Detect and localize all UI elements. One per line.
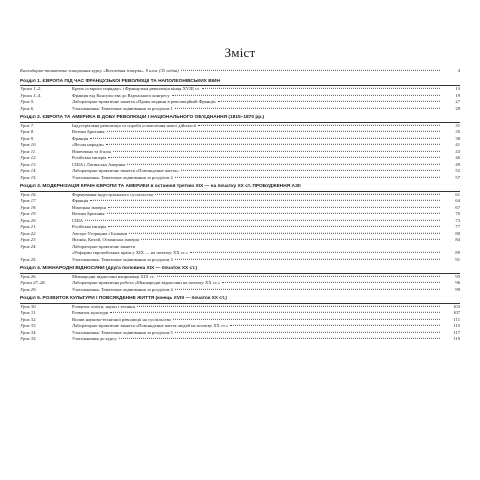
dot-leader — [137, 305, 440, 306]
toc-entry[interactable] — [20, 287, 460, 294]
lesson-title: США і Латинська Америка — [72, 161, 126, 167]
lesson-title: Японія, Китай, Османська імперія — [72, 237, 139, 242]
page-number: 84 — [455, 237, 460, 242]
lesson-title: Вплив науково-технічної революції на суспільство — [72, 316, 172, 322]
lesson-number: Урок 7. — [20, 122, 35, 128]
lesson-title: Узагальнення. Тематичне оцінювання за розділом 1 — [72, 105, 173, 111]
lesson-title: Розвиток культури — [72, 310, 109, 315]
lesson-number: Урок 29. — [20, 286, 37, 292]
lesson-number: Урок 19. — [20, 211, 37, 216]
lesson-title: Франція — [72, 198, 89, 203]
page-number: 117 — [453, 329, 460, 335]
lesson-title: Узагальнення. Тематичне оцінювання за розділом 4 — [72, 286, 173, 292]
lesson-title: Лабораторно-практичне заняття «Повсякденне життя» — [72, 168, 179, 173]
toc-section — [20, 184, 460, 263]
lesson-title: Лабораторно-практичне заняття — [72, 243, 135, 249]
toc-entry[interactable] — [20, 336, 460, 343]
dot-leader — [202, 88, 440, 89]
lesson-number: Урок 34. — [20, 329, 37, 335]
lesson-number: Урок 5. — [20, 99, 35, 104]
page-number: 43 — [455, 148, 460, 154]
dot-leader — [198, 124, 440, 125]
page-number: 103 — [453, 303, 460, 309]
section-heading[interactable]: Розділ 1. ЄВРОПА ПІД ЧАС ФРАНЦУЗЬКОЇ РЕВОЛЮЦІЇ ТА НАПОЛЕОНІВСЬКИХ ВІЙН — [20, 79, 460, 87]
lesson-title: Російська імперія — [72, 155, 107, 160]
page-number: 27 — [455, 99, 460, 104]
page-number: 61 — [455, 191, 460, 197]
table-of-contents — [20, 68, 460, 343]
lesson-title: Розвиток освіти, науки і техніки — [72, 303, 135, 309]
lesson-title: Велика Британія — [72, 129, 105, 134]
lesson-title: Формування індустріального суспільства — [72, 191, 153, 197]
page-number: 99 — [455, 286, 460, 292]
lesson-number: Урок 15. — [20, 174, 37, 180]
lesson-number: Урок 8. — [20, 129, 35, 134]
dot-leader — [218, 101, 440, 102]
lesson-number: Урок 13. — [20, 161, 37, 167]
page-number: 107 — [453, 310, 460, 315]
lesson-number: Урок 10. — [20, 142, 37, 147]
dot-leader — [173, 318, 440, 319]
lesson-title: Франція від Консульства до Віденського конгресу — [72, 92, 170, 98]
toc-entry[interactable] — [20, 106, 460, 113]
page-number: 115 — [453, 323, 460, 328]
section-heading[interactable]: Розділ 4. МІЖНАРОДНІ ВІДНОСИНИ (друга половина XIX — початок XX ст.) — [20, 266, 460, 274]
dot-leader — [141, 239, 440, 240]
lesson-number: Урок 25. — [20, 256, 37, 262]
dot-leader — [181, 70, 440, 71]
lesson-number: Урок 33. — [20, 323, 37, 328]
page-number: 46 — [455, 155, 460, 160]
lesson-number: Урок 22. — [20, 230, 37, 236]
lesson-title: Франція — [72, 135, 89, 141]
page-number: 93 — [455, 273, 460, 279]
dot-leader — [110, 312, 440, 313]
dot-leader — [175, 258, 440, 259]
page-number: 38 — [455, 135, 460, 141]
lesson-number: Уроки 1–2. — [20, 86, 42, 91]
lesson-title: Німеччина та Італія — [72, 148, 111, 154]
lesson-title: Міжнародні відносини наприкінці XIX ст. — [72, 273, 155, 279]
dot-leader — [155, 193, 440, 194]
lesson-title: Німецька імперія — [72, 204, 106, 210]
dot-leader — [107, 213, 440, 214]
lesson-title: Узагальнення. Тематичне оцінювання за розділом 5 — [72, 329, 173, 335]
lesson-number: Урок 14. — [20, 168, 37, 173]
dot-leader — [106, 144, 440, 145]
lesson-number: Урок 9. — [20, 135, 35, 141]
lesson-title: Лабораторно-практичне заняття «Права людини в революційній Франції» — [72, 99, 217, 104]
dot-leader — [172, 94, 440, 95]
lesson-number: Урок 32. — [20, 316, 37, 322]
dot-leader — [222, 282, 440, 283]
lesson-title: Узагальнення до курсу — [72, 336, 117, 341]
dot-leader — [85, 219, 440, 220]
page-number: 77 — [455, 224, 460, 229]
lesson-number: Урок 16. — [20, 191, 37, 197]
dot-leader — [175, 107, 440, 108]
lesson-number: Уроки 3–4. — [20, 92, 42, 98]
lesson-number: Урок 30. — [20, 303, 37, 309]
dot-leader — [230, 325, 440, 326]
section-heading[interactable]: Розділ 5. РОЗВИТОК КУЛЬТУРИ І ПОВСЯКДЕННЕ ЖИТТЯ (кінець XVIII — початок XX ст.) — [20, 296, 460, 304]
page-number: 4 — [457, 68, 460, 73]
section-heading[interactable]: Розділ 3. МОДЕРНІЗАЦІЯ КРАЇН ЄВРОПИ ТА АМЕРИКИ в останній третині XIX — на початку XX ст. ПРОБУДЖЕННЯ АЗІЇ — [20, 184, 460, 192]
dot-leader — [113, 150, 440, 151]
lesson-title: Австро-Угорщина і Балкани — [72, 230, 128, 236]
page-number: 67 — [455, 204, 460, 210]
lesson-number: Урок 18. — [20, 204, 37, 210]
lesson-number: Урок 17. — [20, 198, 37, 203]
page-number: 41 — [455, 142, 460, 147]
page-number: 49 — [455, 161, 460, 167]
dot-leader — [90, 137, 440, 138]
dot-leader — [119, 338, 440, 339]
calendar-plan-text: Календарно-тематичне планування курсу «Всесвітня історія». 9 клас (35 годин) — [20, 68, 179, 73]
dot-leader — [108, 157, 440, 158]
lesson-number: Уроки 27–28. — [20, 280, 46, 285]
page-number: 91 — [455, 256, 460, 262]
page-number: 35 — [455, 129, 460, 134]
page-number: 31 — [455, 122, 460, 128]
lesson-number: Урок 26. — [20, 273, 37, 279]
toc-section — [20, 266, 460, 293]
lesson-title: Криза «старого порядку» і Французька революція кінця XVIII ст. — [72, 86, 200, 91]
dot-leader — [175, 331, 440, 332]
lesson-number: Урок 35. — [20, 336, 37, 341]
page-number: 70 — [455, 211, 460, 216]
page-number: 89 — [455, 250, 460, 255]
calendar-plan-entry[interactable] — [20, 68, 460, 75]
page-number: 13 — [455, 86, 460, 91]
dot-leader — [175, 176, 440, 177]
page-number: 19 — [455, 92, 460, 98]
lesson-number: Урок 21. — [20, 224, 37, 229]
lesson-title: США — [72, 217, 84, 223]
lesson-number: Урок 23. — [20, 237, 37, 242]
lesson-number: Урок 6. — [20, 105, 35, 111]
lesson-title: «Реформи європейських країн у XIX — на початку XX ст.» — [72, 250, 188, 255]
toc-section — [20, 115, 460, 181]
lesson-title: Індустріальна революція та спроби осмислення нової дійсності — [72, 122, 197, 128]
dot-leader — [108, 206, 440, 207]
lesson-title: «Весна народів» — [72, 142, 105, 147]
lesson-title: Лабораторно-практичне заняття «Повсякденне життя людей на початку XX ст.» — [72, 323, 229, 328]
dot-leader — [108, 226, 440, 227]
lesson-number: Урок 31. — [20, 310, 37, 315]
page-title: Зміст — [224, 45, 256, 60]
lesson-number: Урок 20. — [20, 217, 37, 223]
page-number: 57 — [455, 174, 460, 180]
page-number: 96 — [455, 280, 460, 285]
lesson-title: Узагальнення. Тематичне оцінювання за розділом 3 — [72, 256, 173, 262]
lesson-number: Урок 12. — [20, 155, 37, 160]
dot-leader — [127, 163, 440, 164]
page-number: 73 — [455, 217, 460, 223]
page-number: 28 — [455, 105, 460, 111]
section-heading[interactable]: Розділ 2. ЄВРОПА ТА АМЕРИКА В ДОБУ РЕВОЛЮЦІЙ І НАЦІОНАЛЬНОГО ОБ'ЄДНАННЯ (1815–1870 рр.) — [20, 115, 460, 123]
page-number: 64 — [455, 198, 460, 203]
lesson-title: Узагальнення. Тематичне оцінювання за розділом 2 — [72, 174, 173, 180]
dot-leader — [175, 288, 440, 289]
lesson-title: Велика Британія — [72, 211, 105, 216]
dot-leader — [90, 200, 440, 201]
page-number: 80 — [455, 230, 460, 236]
toc-section — [20, 79, 460, 113]
page-number: 52 — [455, 168, 460, 173]
lesson-number: Урок 24. — [20, 243, 37, 249]
page-number: 111 — [453, 316, 460, 322]
page-number: 119 — [453, 336, 460, 341]
lesson-number: Урок 11. — [20, 148, 37, 154]
toc-entry[interactable] — [20, 257, 460, 264]
toc-section — [20, 296, 460, 343]
lesson-title: Російська імперія — [72, 224, 107, 229]
dot-leader — [129, 232, 440, 233]
dot-leader — [190, 252, 440, 253]
dot-leader — [181, 170, 440, 171]
dot-leader — [107, 131, 440, 132]
dot-leader — [157, 275, 440, 276]
lesson-title: Лабораторно-практична робота «Міжнародні відносини на початку XX ст.» — [72, 280, 220, 285]
toc-entry[interactable] — [20, 175, 460, 182]
